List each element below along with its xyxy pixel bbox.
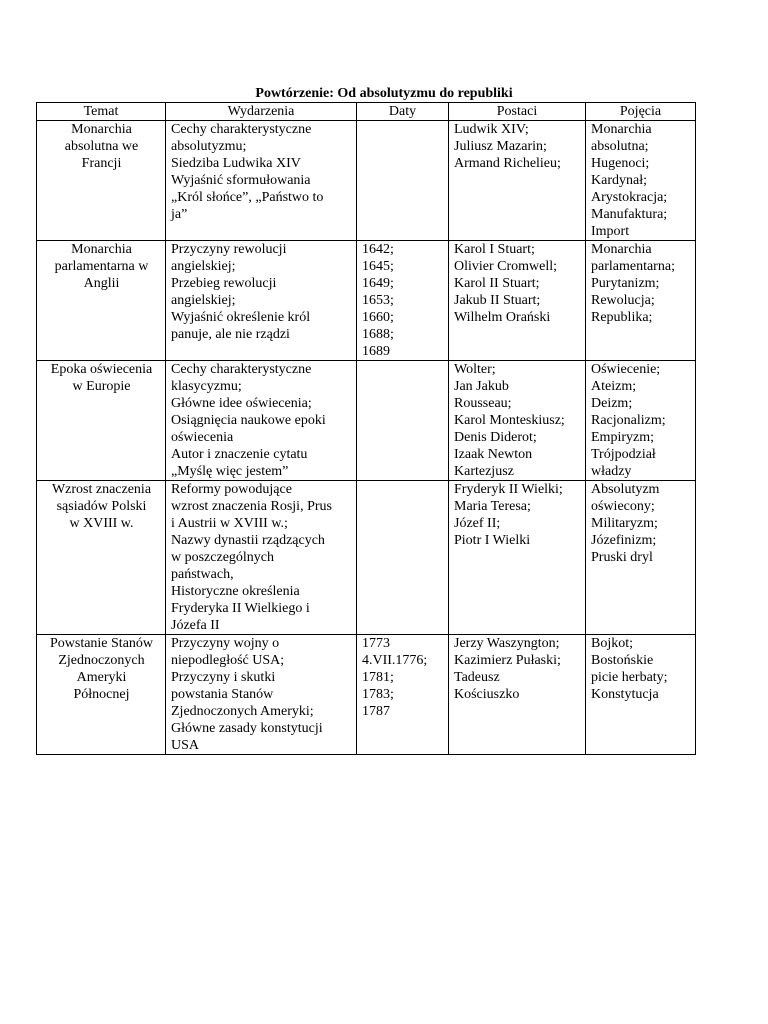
events-line: Osiągnięcia naukowe epoki xyxy=(171,413,326,428)
terms-line: Kardynał; xyxy=(591,173,647,188)
page-title: Powtórzenie: Od absolutyzmu do republiki xyxy=(255,86,513,101)
topic-line: sąsiadów Polski xyxy=(56,499,147,514)
people-line: Józef II; xyxy=(454,516,501,531)
header-people: Postaci xyxy=(449,103,586,121)
topic-line: Anglii xyxy=(83,276,120,291)
people-line: Fryderyk II Wielki; xyxy=(454,482,563,497)
events-line: ja” xyxy=(171,207,188,222)
dates-line: 1781; xyxy=(362,670,394,685)
terms-line: Manufaktura; xyxy=(591,207,668,222)
terms-cell xyxy=(586,481,696,635)
terms-line: Republika; xyxy=(591,310,653,325)
table-header-row xyxy=(37,103,696,121)
people-line: Jerzy Waszyngton; xyxy=(454,636,560,651)
events-line: angielskiej; xyxy=(171,259,236,274)
events-line: Główne zasady konstytucji xyxy=(171,721,323,736)
dates-cell xyxy=(357,121,449,241)
people-line: Rousseau; xyxy=(454,396,512,411)
terms-line: Import xyxy=(591,224,630,239)
events-line: Fryderyka II Wielkiego i xyxy=(171,601,310,616)
terms-cell xyxy=(586,635,696,755)
terms-line: Rewolucja; xyxy=(591,293,655,308)
events-line: Wyjaśnić sformułowania xyxy=(171,173,311,188)
dates-line: 1688; xyxy=(362,327,394,342)
terms-line: Racjonalizm; xyxy=(591,413,666,428)
topic-line: Ameryki xyxy=(76,670,127,685)
events-line: „Król słońce”, „Państwo to xyxy=(171,190,324,205)
terms-line: oświecony; xyxy=(591,499,655,514)
events-cell xyxy=(166,121,357,241)
events-line: angielskiej; xyxy=(171,293,236,308)
topic-cell xyxy=(37,361,166,481)
people-line: Kazimierz Pułaski; xyxy=(454,653,561,668)
events-line: absolutyzmu; xyxy=(171,139,247,154)
people-line: Armand Richelieu; xyxy=(454,156,561,171)
people-line: Karol II Stuart; xyxy=(454,276,540,291)
topic-line: Zjednoczonych xyxy=(58,653,145,668)
events-line: oświecenia xyxy=(171,430,234,445)
events-line: panuje, ale nie rządzi xyxy=(171,327,290,342)
dates-cell xyxy=(357,361,449,481)
terms-line: Bostońskie xyxy=(591,653,654,668)
people-cell xyxy=(449,361,586,481)
terms-line: Józefinizm; xyxy=(591,533,657,548)
terms-line: Konstytucja xyxy=(591,687,659,702)
terms-line: Bojkot; xyxy=(591,636,634,651)
events-line: Siedziba Ludwika XIV xyxy=(171,156,301,171)
topic-cell xyxy=(37,481,166,635)
terms-line: władzy xyxy=(591,464,632,479)
events-line: Przebieg rewolucji xyxy=(171,276,277,291)
events-line: Wyjaśnić określenie król xyxy=(171,310,311,325)
events-line: klasycyzmu; xyxy=(171,379,242,394)
dates-line: 1787 xyxy=(362,704,390,719)
terms-line: Ateizm; xyxy=(591,379,637,394)
people-line: Kościuszko xyxy=(454,687,520,702)
table-row xyxy=(37,635,696,755)
terms-cell xyxy=(586,121,696,241)
terms-line: Empiryzm; xyxy=(591,430,654,445)
dates-line: 1689 xyxy=(362,344,390,359)
events-cell xyxy=(166,361,357,481)
events-line: „Myślę więc jestem” xyxy=(171,464,289,479)
dates-line: 1645; xyxy=(362,259,394,274)
dates-cell xyxy=(357,481,449,635)
events-line: państwach, xyxy=(171,567,234,582)
topic-line: Francji xyxy=(81,156,122,171)
events-line: USA xyxy=(171,738,200,753)
terms-line: Trójpodział xyxy=(591,447,656,462)
terms-line: Monarchia xyxy=(591,122,652,137)
events-line: Reformy powodujące xyxy=(171,482,292,497)
people-line: Karol I Stuart; xyxy=(454,242,535,257)
events-line: Przyczyny i skutki xyxy=(171,670,276,685)
topic-line: Północnej xyxy=(73,687,130,702)
table-row xyxy=(37,121,696,241)
events-line: wzrost znaczenia Rosji, Prus xyxy=(171,499,332,514)
dates-line: 1653; xyxy=(362,293,394,308)
terms-line: Deizm; xyxy=(591,396,633,411)
topic-line: Powstanie Stanów xyxy=(49,636,154,651)
topic-line: Monarchia xyxy=(71,242,132,257)
terms-line: Oświecenie; xyxy=(591,362,661,377)
people-cell xyxy=(449,241,586,361)
topic-line: w XVIII w. xyxy=(69,516,134,531)
topic-line: absolutna we xyxy=(64,139,139,154)
table-row xyxy=(37,361,696,481)
events-line: Główne idee oświecenia; xyxy=(171,396,312,411)
dates-cell xyxy=(357,241,449,361)
topic-cell xyxy=(37,121,166,241)
people-line: Juliusz Mazarin; xyxy=(454,139,547,154)
people-line: Wilhelm Orański xyxy=(454,310,551,325)
terms-line: absolutna; xyxy=(591,139,649,154)
terms-line: Arystokracja; xyxy=(591,190,668,205)
topic-line: Wzrost znaczenia xyxy=(51,482,152,497)
people-line: Denis Diderot; xyxy=(454,430,537,445)
topic-line: parlamentarna w xyxy=(54,259,149,274)
table-row xyxy=(37,241,696,361)
terms-line: Purytanizm; xyxy=(591,276,660,291)
people-line: Kartezjusz xyxy=(454,464,514,479)
events-cell xyxy=(166,635,357,755)
dates-line: 4.VII.1776; xyxy=(362,653,428,668)
header-dates: Daty xyxy=(357,103,449,121)
dates-line: 1660; xyxy=(362,310,394,325)
events-line: Zjednoczonych Ameryki; xyxy=(171,704,314,719)
people-line: Jakub II Stuart; xyxy=(454,293,541,308)
topic-line: w Europie xyxy=(72,379,131,394)
terms-line: parlamentarna; xyxy=(591,259,675,274)
people-line: Piotr I Wielki xyxy=(454,533,531,548)
topic-cell xyxy=(37,635,166,755)
events-line: Przyczyny wojny o xyxy=(171,636,280,651)
people-cell xyxy=(449,121,586,241)
topic-line: Epoka oświecenia xyxy=(50,362,153,377)
header-terms: Pojęcia xyxy=(586,103,696,121)
people-line: Olivier Cromwell; xyxy=(454,259,558,274)
dates-line: 1783; xyxy=(362,687,394,702)
dates-line: 1642; xyxy=(362,242,394,257)
events-cell xyxy=(166,241,357,361)
dates-line: 1773 xyxy=(362,636,390,651)
people-cell xyxy=(449,635,586,755)
people-line: Ludwik XIV; xyxy=(454,122,529,137)
dates-cell xyxy=(357,635,449,755)
people-line: Wolter; xyxy=(454,362,496,377)
people-line: Jan Jakub xyxy=(454,379,509,394)
events-line: Autor i znaczenie cytatu xyxy=(171,447,308,462)
terms-line: Hugenoci; xyxy=(591,156,650,171)
events-cell xyxy=(166,481,357,635)
dates-line: 1649; xyxy=(362,276,394,291)
people-cell xyxy=(449,481,586,635)
events-line: Józefa II xyxy=(171,618,220,633)
terms-cell xyxy=(586,361,696,481)
topic-line: Monarchia xyxy=(71,122,132,137)
events-line: powstania Stanów xyxy=(171,687,274,702)
terms-line: Pruski dryl xyxy=(591,550,653,565)
events-line: w poszczególnych xyxy=(171,550,275,565)
header-topic: Temat xyxy=(37,103,166,121)
terms-line: picie herbaty; xyxy=(591,670,668,685)
review-table xyxy=(36,102,696,755)
events-line: Przyczyny rewolucji xyxy=(171,242,287,257)
terms-line: Militaryzm; xyxy=(591,516,658,531)
topic-cell xyxy=(37,241,166,361)
events-line: Cechy charakterystyczne xyxy=(171,122,312,137)
people-line: Izaak Newton xyxy=(454,447,533,462)
events-line: i Austrii w XVIII w.; xyxy=(171,516,288,531)
events-line: niepodległość USA; xyxy=(171,653,285,668)
terms-line: Monarchia xyxy=(591,242,652,257)
terms-line: Absolutyzm xyxy=(591,482,660,497)
people-line: Tadeusz xyxy=(454,670,500,685)
events-line: Historyczne określenia xyxy=(171,584,300,599)
events-line: Nazwy dynastii rządzących xyxy=(171,533,325,548)
terms-cell xyxy=(586,241,696,361)
table-row xyxy=(37,481,696,635)
people-line: Karol Monteskiusz; xyxy=(454,413,565,428)
events-line: Cechy charakterystyczne xyxy=(171,362,312,377)
people-line: Maria Teresa; xyxy=(454,499,531,514)
header-events: Wydarzenia xyxy=(166,103,357,121)
